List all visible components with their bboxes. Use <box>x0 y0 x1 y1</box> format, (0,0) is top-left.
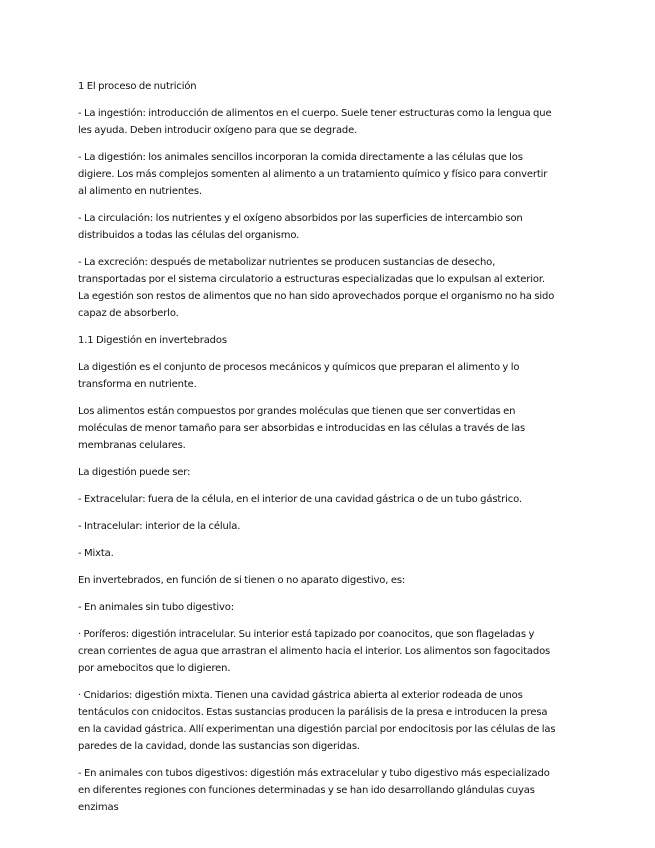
list-item-extracellular: - Extracelular: fuera de la célula, en el interior de una cavidad gástrica o de un tubo gástrico. <box>78 494 522 505</box>
subsection-heading: 1.1 Digestión en invertebrados <box>78 335 227 346</box>
paragraph-digestion: - La digestión: los animales sencillos incorporan la comida directamente a las células que los digiere. Los más complejos somenten al alimento a un tratamiento químico y físico para convertir al alimento en nutrientes. <box>78 152 548 197</box>
paragraph-digestion-types-intro: La digestión puede ser: <box>78 467 191 478</box>
list-item-cnidarians: · Cnidarios: digestión mixta. Tienen una cavidad gástrica abierta al exterior rodeada de unos tentáculos con cnidocitos. Estas sustancias producen la parálisis de la presa e introducen la presa en la cavidad gástrica. Allí experimentan una digestión parcial por endocitosis por las células de las paredes de la cavidad, donde las sustancias son digeridas. <box>78 690 556 752</box>
section-heading: 1 El proceso de nutrición <box>78 81 197 92</box>
list-item-mixed: - Mixta. <box>78 548 114 559</box>
paragraph-excretion: - La excreción: después de metabolizar nutrientes se producen sustancias de desecho, transportadas por el sistema circulatorio a estructuras especializadas que lo expulsan al exterior. La egestión son restos de alimentos que no han sido aprovechados porque el organismo no ha sido capaz de absorberlo. <box>78 257 555 319</box>
paragraph-invertebrates: En invertebrados, en función de si tienen o no aparato digestivo, es: <box>78 575 406 586</box>
list-item-poriferans: · Poríferos: digestión intracelular. Su interior está tapizado por coanocitos, que son flageladas y crean corrientes de agua que arrastran el alimento hacia el interior. Los alimentos son fagocitados por amebocitos que lo digieren. <box>78 629 551 674</box>
paragraph-circulation: - La circulación: los nutrientes y el oxígeno absorbidos por las superficies de intercambio son distribuidos a todas las células del organismo. <box>78 213 523 241</box>
paragraph-ingestion: - La ingestión: introducción de alimentos en el cuerpo. Suele tener estructuras como la lengua que les ayuda. Deben introducir oxígeno para que se degrade. <box>78 108 552 136</box>
document-body <box>78 78 558 826</box>
list-item-with-digestive-tube: - En animales con tubos digestivos: digestión más extracelular y tubo digestivo más especializado en diferentes regiones con funciones determinadas y se han ido desarrollando glándulas cuyas enzimas <box>78 768 550 813</box>
paragraph-molecules: Los alimentos están compuestos por grandes moléculas que tienen que ser convertidas en moléculas de menor tamaño para ser absorbidas e introducidas en las células a través de las membranas celulares. <box>78 406 526 451</box>
list-item-no-digestive-tube: - En animales sin tubo digestivo: <box>78 602 234 613</box>
list-item-intracellular: - Intracelular: interior de la célula. <box>78 521 241 532</box>
paragraph-digestion-definition: La digestión es el conjunto de procesos mecánicos y químicos que preparan el alimento y lo transforma en nutriente. <box>78 362 520 390</box>
